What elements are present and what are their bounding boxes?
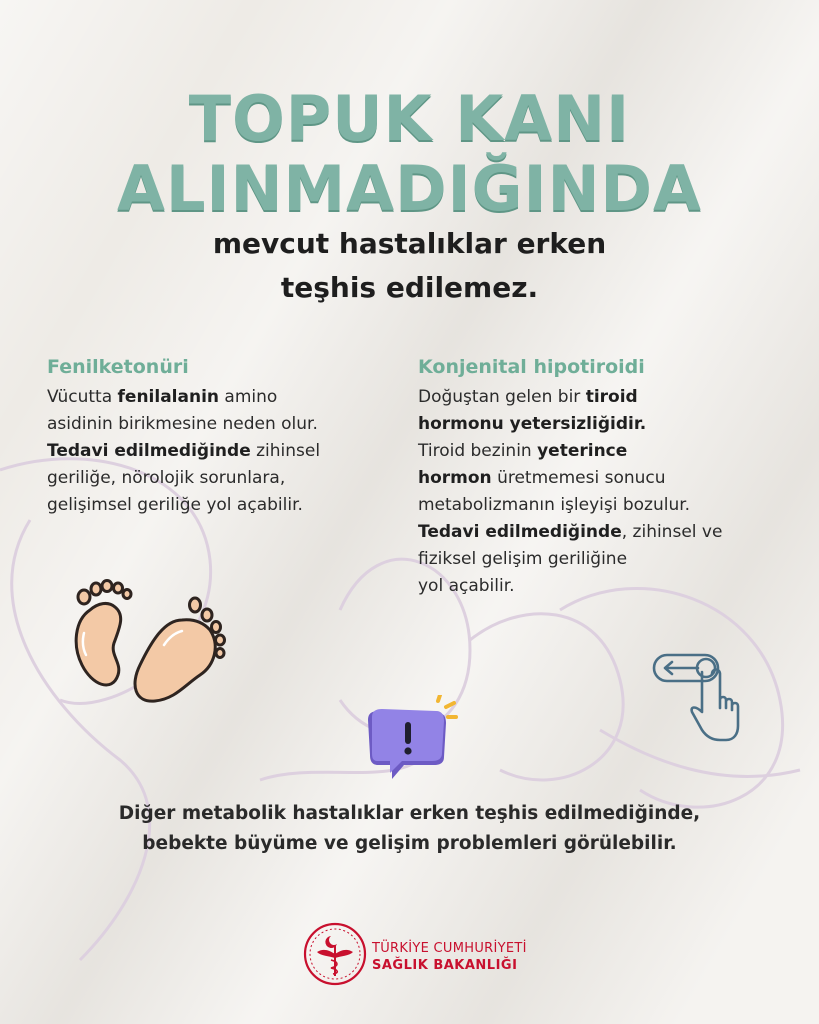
text: zihinsel: [250, 441, 321, 461]
paragraph-line: [418, 438, 722, 465]
text: yol açabilir.: [418, 576, 515, 596]
paragraph-line: [418, 519, 722, 546]
footer-org-line1: TÜRKİYE CUMHURİYETİ: [372, 941, 527, 956]
bold-text: Tedavi edilmediğinde: [418, 522, 622, 542]
bottom-note-line2: bebekte büyüme ve gelişim problemleri görülebilir.: [142, 833, 677, 854]
left-heading: Fenilketonüri: [47, 356, 189, 378]
text: , zihinsel ve: [621, 522, 723, 542]
bottom-note-line1: Diğer metabolik hastalıklar erken teşhis edilmediğinde,: [118, 803, 701, 824]
paragraph-line: [47, 411, 320, 438]
text: üretmemesi sonucu: [491, 468, 666, 488]
bold-text: hormonu yetersizliğidir.: [418, 414, 647, 434]
paragraph-line: [418, 573, 722, 600]
text: amino: [219, 387, 278, 407]
paragraph-line: [418, 411, 722, 438]
subtitle-line1: mevcut hastalıklar erken: [212, 227, 607, 260]
left-paragraph: [47, 384, 320, 519]
subtitle-line2: teşhis edilemez.: [280, 271, 539, 304]
ministry-of-health-emblem-icon: [303, 922, 367, 986]
alert-speech-bubble-icon: [360, 695, 460, 785]
footer-org-line2: SAĞLIK BAKANLIĞI: [372, 958, 518, 973]
paragraph-line: [47, 465, 320, 492]
right-paragraph: [418, 384, 722, 600]
paragraph-line: [418, 384, 722, 411]
swipe-left-hand-icon: [650, 650, 745, 745]
paragraph-line: [418, 465, 722, 492]
bold-text: fenilalanin: [117, 387, 220, 407]
bold-text: tiroid: [585, 387, 638, 407]
paragraph-line: [418, 546, 722, 573]
main-title-line2: ALINMADIĞINDA: [117, 152, 702, 225]
paragraph-line: [418, 492, 722, 519]
paragraph-line: [47, 384, 320, 411]
paragraph-line: [47, 438, 320, 465]
baby-feet-icon: [70, 575, 240, 710]
text: Vücutta: [47, 387, 118, 407]
right-heading: Konjenital hipotiroidi: [418, 356, 645, 378]
footer-org: [372, 940, 527, 974]
text: fiziksel gelişim geriliğine: [418, 549, 628, 569]
main-title-line1: TOPUK KANI: [188, 82, 631, 155]
text: Tiroid bezinin: [418, 441, 538, 461]
bold-text: Tedavi edilmediğinde: [47, 441, 251, 461]
paragraph-line: [47, 492, 320, 519]
text: metabolizmanın işleyişi bozulur.: [418, 495, 691, 515]
bold-text: hormon: [418, 468, 492, 488]
text: geriliğe, nörolojik sorunlara,: [47, 468, 286, 488]
bold-text: yeterince: [537, 441, 628, 461]
text: Doğuştan gelen bir: [418, 387, 586, 407]
text: asidinin birikmesine neden olur.: [47, 414, 318, 434]
text: gelişimsel geriliğe yol açabilir.: [47, 495, 303, 515]
